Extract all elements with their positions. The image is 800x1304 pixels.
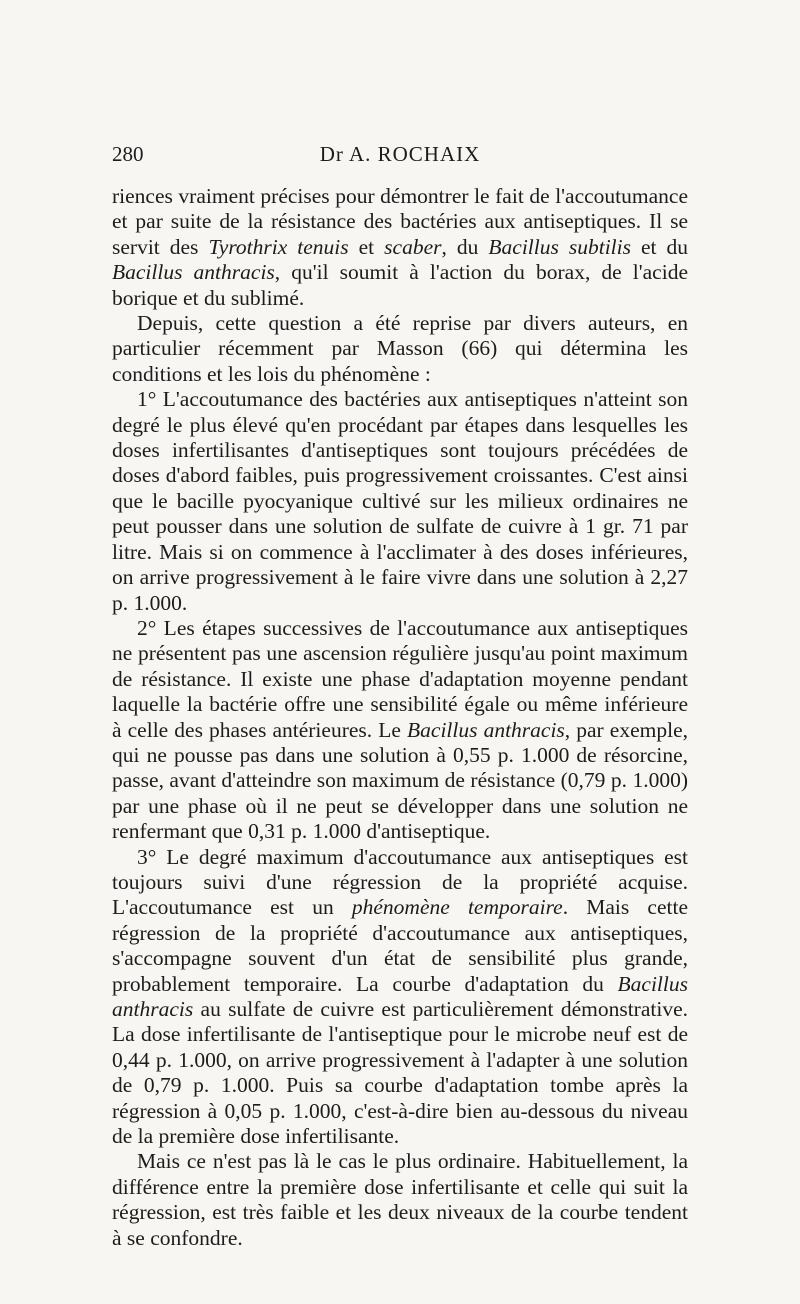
emphasis-phenomene-temporaire: phénomène temporaire xyxy=(351,895,563,920)
paragraph-6: Mais ce n'est pas là le cas le plus ordinaire. Habituellement, la différence entre la première dose infertilisante et celle qui suit la régression, est très faible et les deux niveaux de la courbe tendent à se confondre. xyxy=(112,1149,688,1250)
paragraph-1-text-4: et du xyxy=(630,234,689,259)
body-text xyxy=(112,184,688,1251)
paragraph-4 xyxy=(112,616,688,845)
taxon-bacillus-anthracis: Bacillus anthracis xyxy=(112,260,275,285)
paragraph-5-text-1: 3° Le degré maximum d'accoutumance aux antiseptiques est toujours suivi d'une régression de la propriété acquise. L'accoutumance est un xyxy=(112,844,688,920)
paragraph-3: 1° L'accoutumance des bactéries aux antiseptiques n'atteint son degré le plus élevé qu'en procédant par étapes dans lesquelles les doses infertilisantes d'antiseptiques sont toujours précédées de doses d'abord faibles, puis progressivement croissantes. C'est ainsi que le bacille pyocyanique cultivé sur les milieux ordinaires ne peut pousser dans une solution de sulfate de cuivre à 1 gr. 71 par litre. Mais si on commence à l'acclimater à des doses inférieures, on arrive progressivement à le faire vivre dans une solution à 2,27 p. 1.000. xyxy=(112,387,688,615)
page-header xyxy=(112,142,688,166)
paragraph-5-text-3: au sulfate de cuivre est particulièrement démonstrative. La dose infertilisante de l'antiseptique pour le microbe neuf est de 0,44 p. 1.000, on arrive progressivement à l'adapter à une solution de 0,79 p. 1.000. Puis sa courbe d'adaptation tombe après la régression à 0,05 p. 1.000, c'est-à-dire bien au-dessous du niveau de la première dose infertilisante. xyxy=(112,997,688,1149)
paragraph-2: Depuis, cette question a été reprise par divers auteurs, en particulier récemment par Masson (66) qui détermina les conditions et les lois du phénomène : xyxy=(112,311,688,386)
running-head: Dr A. ROCHAIX xyxy=(319,142,481,166)
taxon-bacillus-anthracis: Bacillus anthracis xyxy=(112,971,688,1021)
paragraph-1-text-1: riences vraiment précises pour démontrer le fait de l'accoutumance et par suite de la résistance des bactéries aux antiseptiques. Il se servit des xyxy=(112,184,688,259)
paragraph-4-text-2: , par exemple, qui ne pousse pas dans une solution à 0,55 p. 1.000 de résorcine, passe, avant d'atteindre son maximum de résistance (0,79 p. 1.000) par une phase où il ne peut se développer dans une solution ne renfermant que 0,31 p. 1.000 d'antiseptique. xyxy=(112,717,689,844)
page-number: 280 xyxy=(112,142,144,166)
paragraph-1-text-3: , du xyxy=(441,234,489,259)
paragraph-5 xyxy=(112,845,688,1150)
taxon-scaber: scaber xyxy=(384,234,442,259)
taxon-tyrothrix-tenuis: Tyrothrix tenuis xyxy=(208,234,349,259)
taxon-bacillus-subtilis: Bacillus subtilis xyxy=(488,234,631,259)
paragraph-1 xyxy=(112,184,688,311)
paragraph-1-text-2: et xyxy=(348,234,385,259)
paragraph-1-text-5: , qu'il soumit à l'action du borax, de l'acide borique et du sublimé. xyxy=(112,260,688,310)
paragraph-4-text-1: 2° Les étapes successives de l'accoutumance aux antiseptiques ne présentent pas une ascension régulière jusqu'au point maximum de résistance. Il existe une phase d'adaptation moyenne pendant laquelle la bactérie offre une sensibilité égale ou même inférieure à celle des phases antérieures. Le xyxy=(112,615,688,742)
taxon-bacillus-anthracis: Bacillus anthracis xyxy=(407,717,565,742)
paragraph-5-text-2: . Mais cette régression de la propriété d'accoutumance aux antiseptiques, s'accompagne souvent d'un état de sensibilité plus grande, probablement temporaire. La courbe d'adaptation du xyxy=(112,895,689,996)
